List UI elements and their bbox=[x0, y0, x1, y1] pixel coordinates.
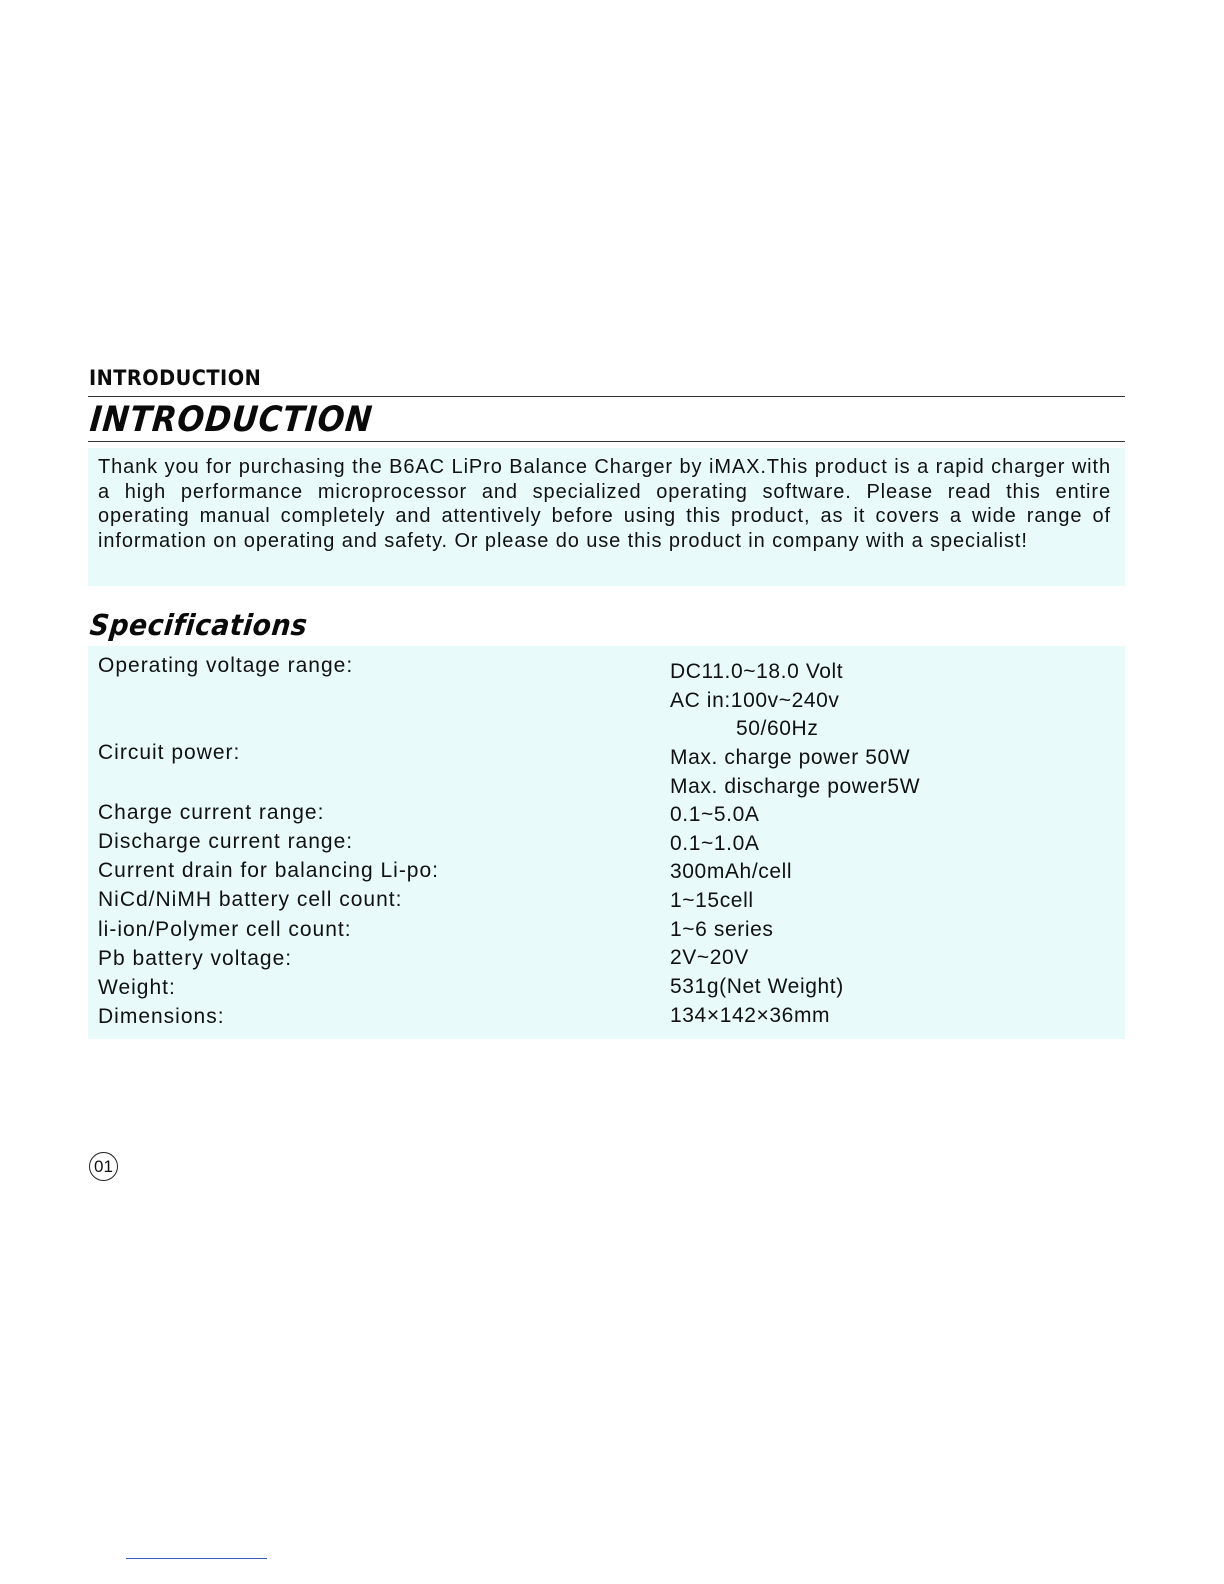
spec-label-circuit-power: Circuit power: bbox=[98, 741, 241, 764]
footer-line bbox=[126, 1558, 267, 1559]
header-rule-bottom bbox=[88, 441, 1125, 442]
spec-value-balancing-drain: 300mAh/cell bbox=[670, 860, 793, 883]
spec-value-lion-cell-count: 1~6 series bbox=[670, 918, 774, 941]
spec-label-operating-voltage: Operating voltage range: bbox=[98, 654, 354, 677]
specifications-panel bbox=[88, 646, 1125, 1039]
spec-label-weight: Weight: bbox=[98, 976, 176, 999]
spec-value-pb-voltage: 2V~20V bbox=[670, 946, 749, 969]
running-header: INTRODUCTION bbox=[89, 366, 262, 390]
spec-value-dimensions: 134×142×36mm bbox=[670, 1004, 831, 1027]
spec-value-charge-current: 0.1~5.0A bbox=[670, 803, 760, 826]
section-title: INTRODUCTION bbox=[88, 400, 375, 440]
spec-value-charge-power: Max. charge power 50W bbox=[670, 746, 911, 769]
spec-label-balancing-drain: Current drain for balancing Li-po: bbox=[98, 859, 440, 882]
spec-value-dc-voltage: DC11.0~18.0 Volt bbox=[670, 660, 844, 683]
page-number: 01 bbox=[94, 1156, 113, 1176]
spec-value-discharge-power: Max. discharge power5W bbox=[670, 775, 921, 798]
spec-label-lion-cell-count: li-ion/Polymer cell count: bbox=[98, 918, 352, 941]
spec-label-discharge-current: Discharge current range: bbox=[98, 830, 354, 853]
intro-paragraph: Thank you for purchasing the B6AC LiPro Balance Charger by iMAX.This product is a rapid charger with a high performance microprocessor and specialized operating software. Please read this entire operating manual completely and attentively before using this product, as it covers a wide range of information on operating and safety. Or please do use this product in company with a specialist! bbox=[98, 456, 1111, 552]
spec-label-nicd-cell-count: NiCd/NiMH battery cell count: bbox=[98, 888, 403, 911]
spec-value-weight: 531g(Net Weight) bbox=[670, 975, 844, 998]
spec-value-discharge-current: 0.1~1.0A bbox=[670, 832, 760, 855]
spec-value-ac-input: AC in:100v~240v bbox=[670, 689, 840, 712]
header-rule-top bbox=[88, 396, 1125, 397]
specifications-title: Specifications bbox=[88, 608, 310, 642]
spec-value-ac-frequency: 50/60Hz bbox=[736, 717, 819, 740]
intro-panel bbox=[88, 448, 1125, 586]
spec-label-pb-voltage: Pb battery voltage: bbox=[98, 947, 293, 970]
spec-value-nicd-cell-count: 1~15cell bbox=[670, 889, 754, 912]
spec-label-dimensions: Dimensions: bbox=[98, 1005, 225, 1028]
page-number-badge bbox=[89, 1152, 118, 1181]
spec-label-charge-current: Charge current range: bbox=[98, 801, 325, 824]
